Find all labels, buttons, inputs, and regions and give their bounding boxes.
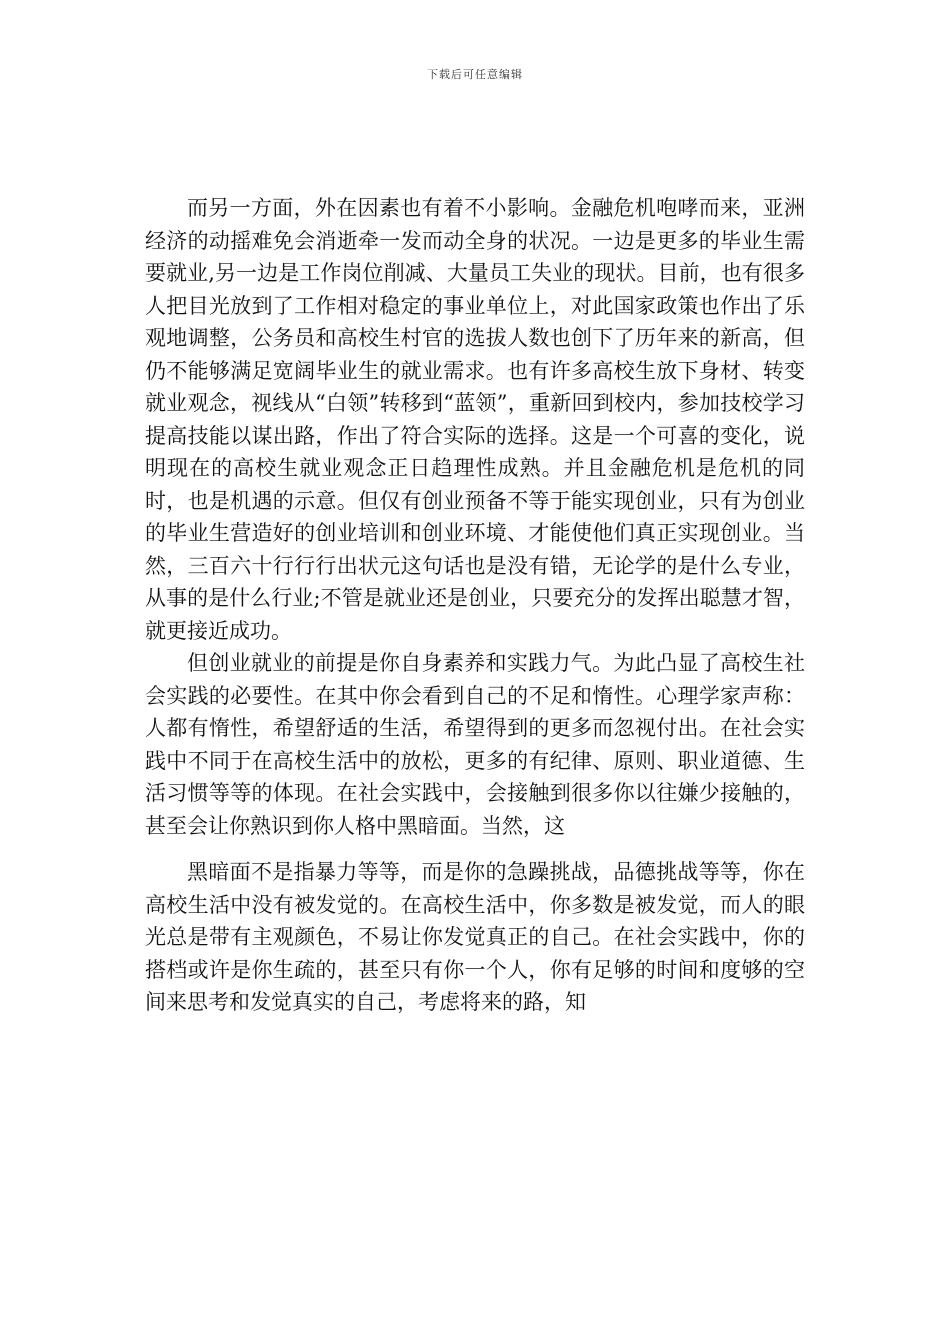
paragraph-1: 而另一方面，外在因素也有着不小影响。金融危机咆哮而来，亚洲经济的动摇难免会消逝牵一发而动全身的状况。一边是更多的毕业生需要就业,另一边是工作岗位削减、大量员工失业的现状。目前，也有很多人把目光放到了工作相对稳定的事业单位上，对此国家政策也作出了乐观地调整，公务员和高校生村官的选拔人数也创下了历年来的新高，但仍不能够满足宽阔毕业生的就业需求。也有许多高校生放下身材、转变就业观念，视线从“白领”转移到“蓝领”，重新回到校内，参加技校学习提高技能以谋出路，作出了符合实际的选择。这是一个可喜的变化，说明现在的高校生就业观念正日趋理性成熟。并且金融危机是危机的同时，也是机遇的示意。但仅有创业预备不等于能实现创业，只有为创业的毕业生营造好的创业培训和创业环境、才能使他们真正实现创业。当然，三百六十行行行出状元这句话也是没有错，无论学的是什么专业，从事的是什么行业;不管是就业还是创业，只要充分的发挥出聪慧才智，就更接近成功。 xyxy=(145,196,805,643)
paragraph-2: 但创业就业的前提是你自身素养和实践力气。为此凸显了高校生社会实践的必要性。在其中你会看到自己的不足和惰性。心理学家声称：人都有惰性，希望舒适的生活，希望得到的更多而忽视付出。在社会实践中不同于在高校生活中的放松，更多的有纪律、原则、职业道德、生活习惯等等的体现。在社会实践中，会接触到很多你以往嫌少接触的，甚至会让你熟识到你人格中黑暗面。当然，这 xyxy=(145,651,805,838)
page-header: 下载后可任意编辑 xyxy=(427,68,523,81)
paragraph-3: 黑暗面不是指暴力等等，而是你的急躁挑战，品德挑战等等，你在高校生活中没有被发觉的。在高校生活中，你多数是被发觉，而人的眼光总是带有主观颜色，不易让你发觉真正的自己。在社会实践中，你的搭档或许是你生疏的，甚至只有你一个人，你有足够的时间和度够的空间来思考和发觉真实的自己，考虑将来的路，知 xyxy=(145,860,805,1014)
document-body xyxy=(145,192,805,1019)
